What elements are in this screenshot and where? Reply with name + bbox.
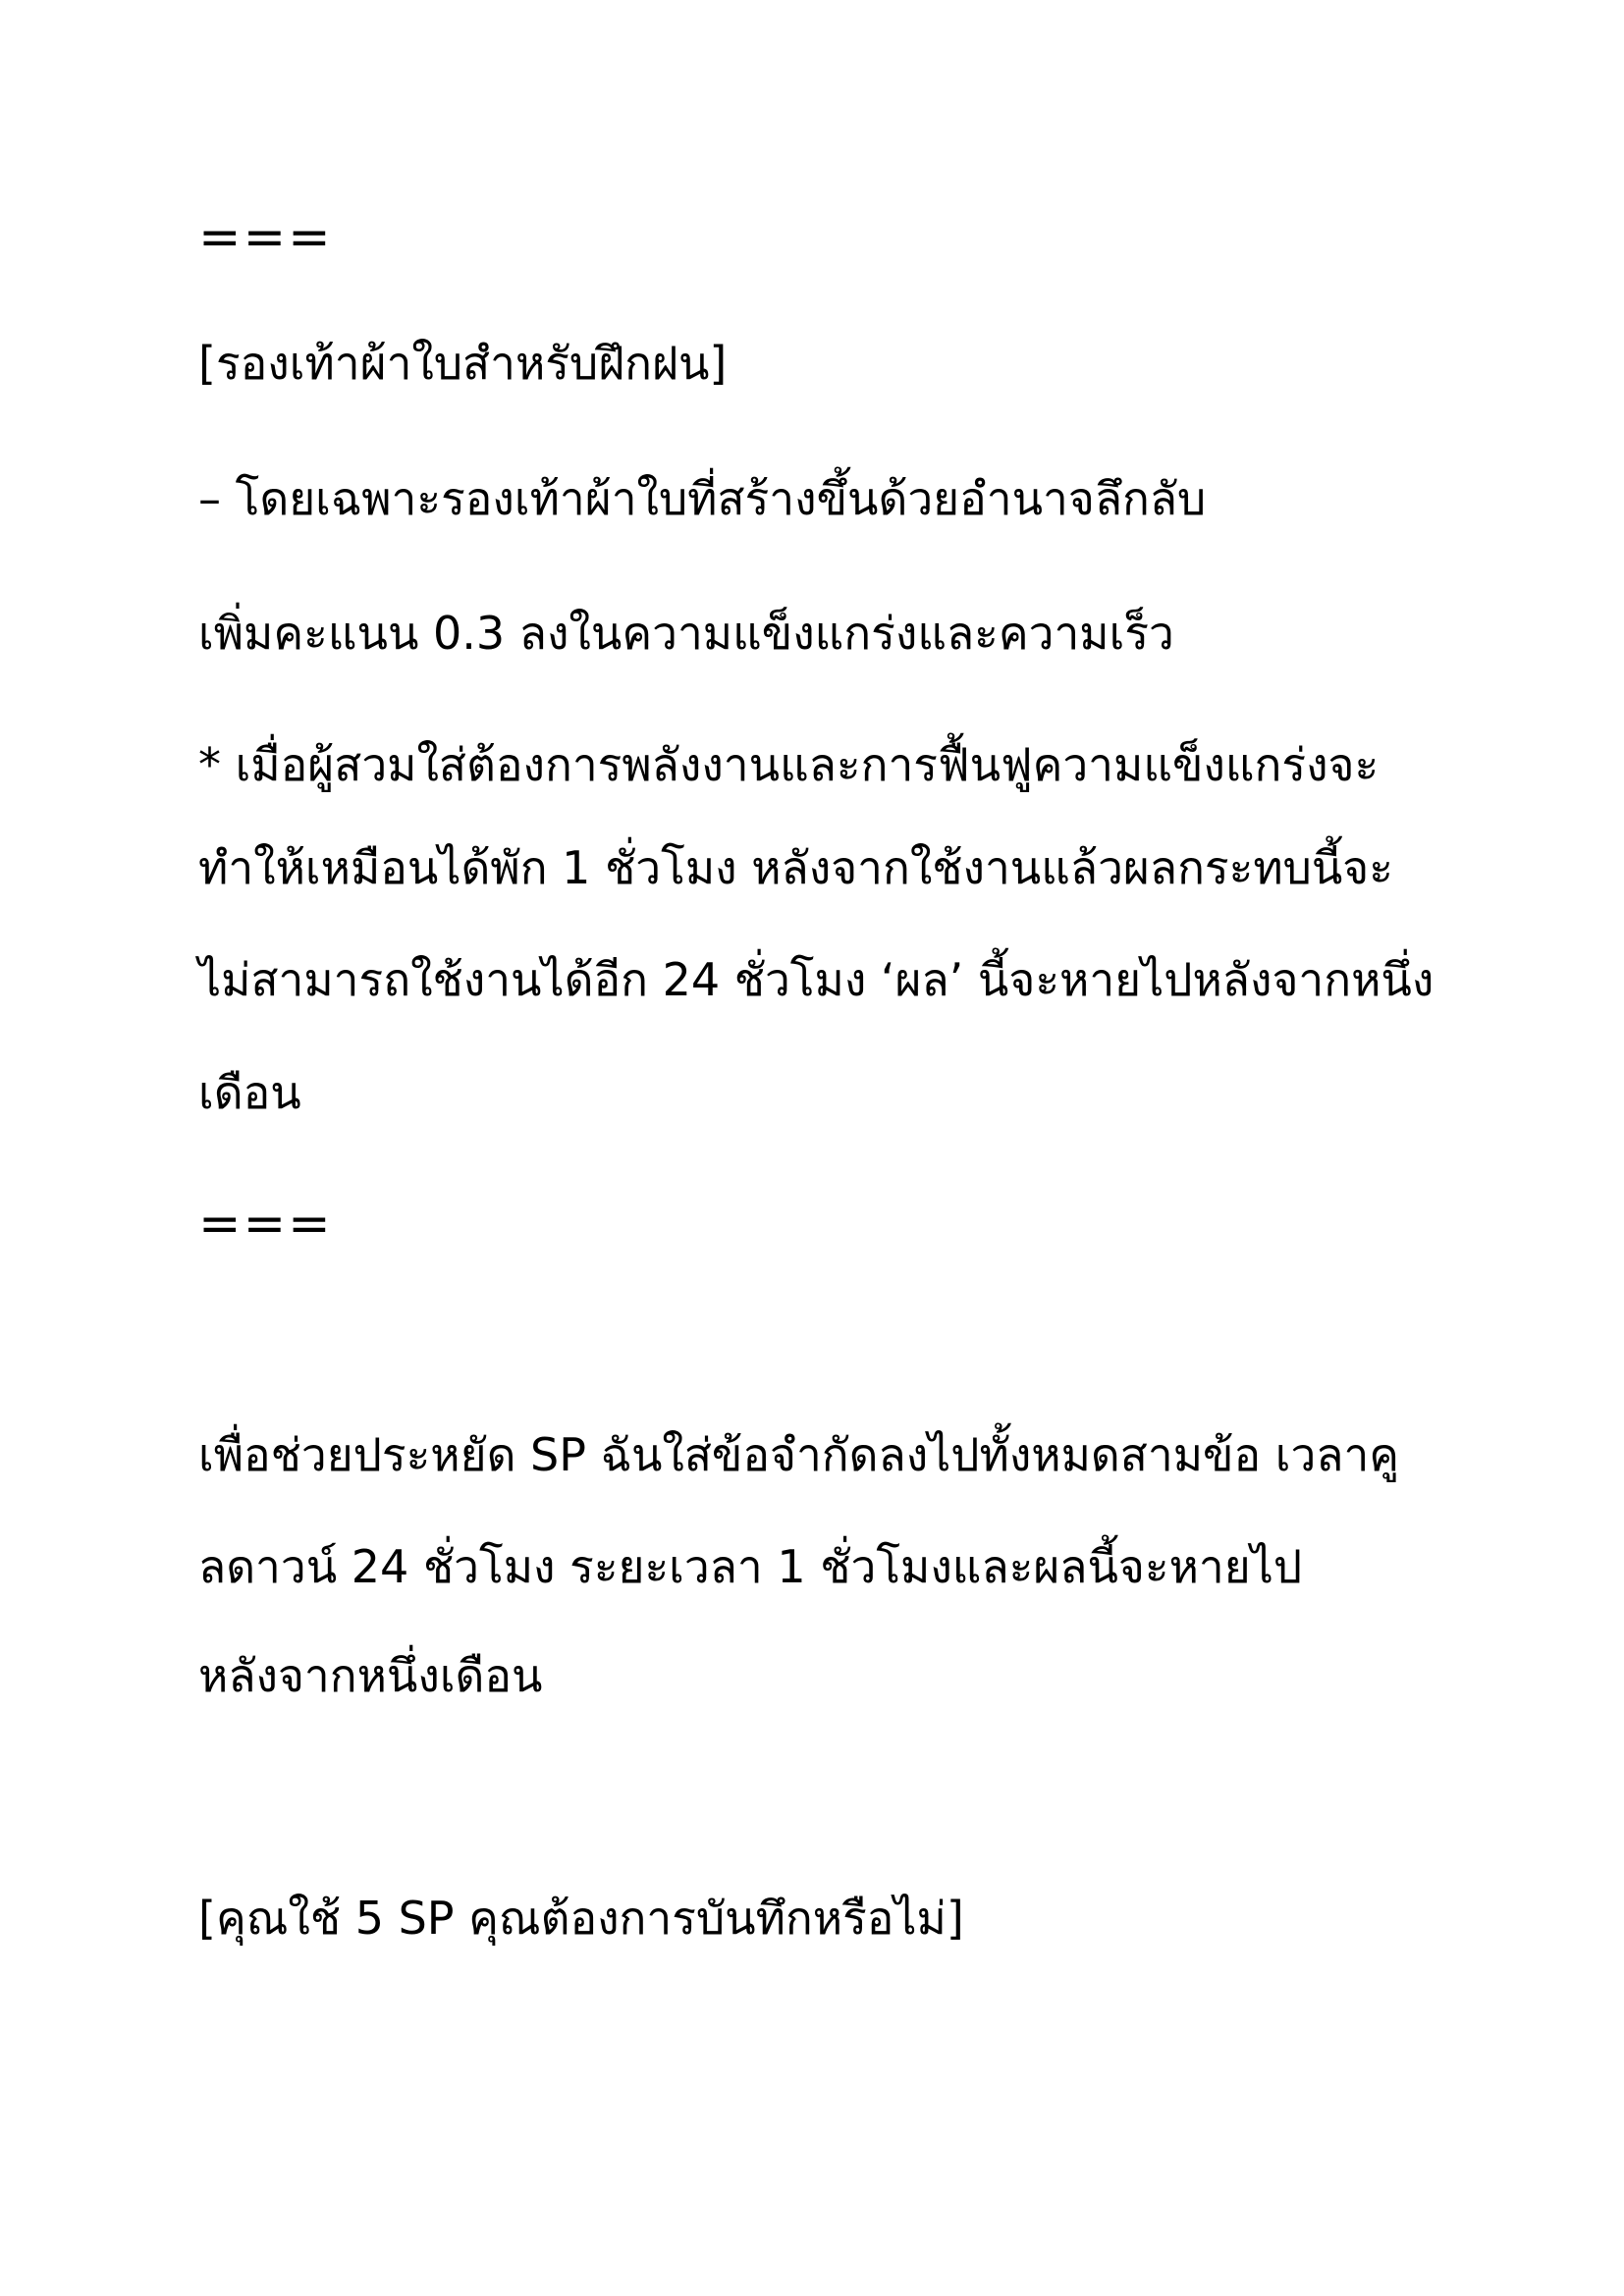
item-effect-line-3: ไม่สามารถใช้งานได้อีก 24 ชั่วโมง ‘ผล’ นี้จะหายไปหลังจากหนึ่ง xyxy=(198,953,1435,1006)
narration-line-2: ลดาวน์ 24 ชั่วโมง ระยะเวลา 1 ชั่วโมงและผลนี้จะหายไป xyxy=(198,1540,1303,1593)
separator-top: === xyxy=(198,208,333,267)
item-stat-bonus: เพิ่มคะแนน 0.3 ลงในความแข็งแกร่งและความเร็ว xyxy=(198,607,1174,660)
item-effect-line-2: ทำให้เหมือนได้พัก 1 ชั่วโมง หลังจากใช้งานแล้วผลกระทบนี้จะ xyxy=(198,841,1393,894)
item-effect-line-4: เดือน xyxy=(198,1066,301,1119)
system-prompt: [คุณใช้ 5 SP คุณต้องการบันทึกหรือไม่] xyxy=(198,1892,964,1945)
narration-line-3: หลังจากหนึ่งเดือน xyxy=(198,1649,543,1702)
item-description: – โดยเฉพาะรองเท้าผ้าใบที่สร้างขึ้นด้วยอำนาจลึกลับ xyxy=(198,472,1207,525)
narration-line-1: เพื่อช่วยประหยัด SP ฉันใส่ข้อจำกัดลงไปทั้งหมดสามข้อ เวลาคู xyxy=(198,1428,1400,1481)
item-title: [รองเท้าผ้าใบสำหรับฝึกฝน] xyxy=(198,337,728,390)
item-effect-line-1: * เมื่อผู้สวมใส่ต้องการพลังงานและการฟื้นฟูความแข็งแกร่งจะ xyxy=(198,738,1380,791)
separator-bottom: === xyxy=(198,1195,333,1254)
